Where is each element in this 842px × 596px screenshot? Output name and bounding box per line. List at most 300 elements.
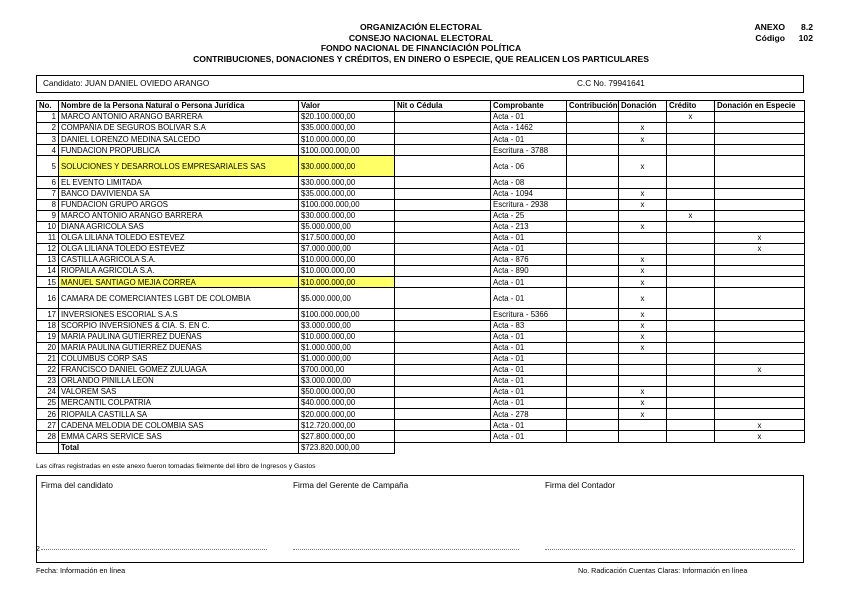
cell-contribucion — [567, 409, 619, 420]
table-row — [37, 353, 805, 364]
cell-name: CADENA MELODIA DE COLOMBIA SAS — [59, 420, 299, 431]
cell-comprobante: Acta - 01 — [491, 112, 567, 123]
cell-name: INVERSIONES ESCORIAL S.A.S — [59, 309, 299, 320]
table-row — [37, 375, 805, 386]
cell-no: 2 — [37, 123, 59, 134]
cell-value: $3.000.000,00 — [299, 375, 395, 386]
cell-donacion: x — [619, 331, 667, 342]
cell-no: 1 — [37, 112, 59, 123]
cell-value: $5.000.000,00 — [299, 221, 395, 232]
cell-nit — [395, 199, 491, 210]
cell-value: $100.000.000,00 — [299, 145, 395, 156]
cell-name: COLUMBUS CORP SAS — [59, 353, 299, 364]
table-row — [37, 232, 805, 243]
cell-value: $30.000.000,00 — [299, 177, 395, 188]
cell-contribucion — [567, 331, 619, 342]
cell-no: 12 — [37, 244, 59, 255]
cell-credito — [667, 320, 715, 331]
cell-name: CAMARA DE COMERCIANTES LGBT DE COLOMBIA — [59, 288, 299, 309]
cell-no: 19 — [37, 331, 59, 342]
cell-no: 27 — [37, 420, 59, 431]
cell-credito — [667, 309, 715, 320]
cell-especie: x — [715, 364, 805, 375]
cell-comprobante: Acta - 08 — [491, 177, 567, 188]
cell-value: $20.100.000,00 — [299, 112, 395, 123]
cell-comprobante: Acta - 890 — [491, 266, 567, 277]
cell-especie — [715, 199, 805, 210]
cell-name: DANIEL LORENZO MEDINA SALCEDO — [59, 134, 299, 145]
cell-value: $7.000.000,00 — [299, 244, 395, 255]
cell-contribucion — [567, 387, 619, 398]
cell-comprobante: Acta - 1462 — [491, 123, 567, 134]
table-row — [37, 123, 805, 134]
col-donacion: Donación — [619, 101, 667, 112]
cell-nit — [395, 123, 491, 134]
cell-credito — [667, 232, 715, 243]
cell-credito — [667, 221, 715, 232]
cell-comprobante: Acta - 01 — [491, 331, 567, 342]
cell-credito — [667, 342, 715, 353]
cell-donacion — [619, 112, 667, 123]
cell-credito — [667, 353, 715, 364]
cell-no: 8 — [37, 199, 59, 210]
cell-especie: x — [715, 244, 805, 255]
cell-comprobante: Acta - 01 — [491, 244, 567, 255]
table-row — [37, 387, 805, 398]
cell-donacion — [619, 244, 667, 255]
table-row — [37, 177, 805, 188]
cell-no: 22 — [37, 364, 59, 375]
cell-nit — [395, 277, 491, 288]
cell-nit — [395, 409, 491, 420]
cell-especie: x — [715, 232, 805, 243]
cell-nit — [395, 232, 491, 243]
cell-donacion — [619, 420, 667, 431]
cell-name: COMPAÑIA DE SEGUROS BOLIVAR S.A — [59, 123, 299, 134]
signature-contador-label: Firma del Contador — [545, 481, 616, 490]
table-row — [37, 342, 805, 353]
cell-comprobante: Acta - 01 — [491, 431, 567, 442]
cell-contribucion — [567, 420, 619, 431]
cell-especie — [715, 331, 805, 342]
cell-especie — [715, 266, 805, 277]
table-row — [37, 288, 805, 309]
cell-name: MERCANTIL COLPATRIA — [59, 398, 299, 409]
header-line-3: FONDO NACIONAL DE FINANCIACIÓN POLÍTICA — [320, 43, 522, 53]
cell-comprobante: Acta - 01 — [491, 288, 567, 309]
cell-value: $5.000.000,00 — [299, 288, 395, 309]
cell-especie — [715, 398, 805, 409]
cell-especie — [715, 309, 805, 320]
cell-name: MARCO ANTONIO ARANGO BARRERA — [59, 112, 299, 123]
cell-comprobante: Acta - 01 — [491, 420, 567, 431]
cell-credito — [667, 188, 715, 199]
cell-especie — [715, 375, 805, 386]
cell-comprobante: Acta - 1094 — [491, 188, 567, 199]
codigo-label: Código — [755, 32, 785, 43]
cell-donacion: x — [619, 123, 667, 134]
cell-credito — [667, 199, 715, 210]
cell-nit — [395, 221, 491, 232]
cell-donacion — [619, 353, 667, 364]
cell-contribucion — [567, 364, 619, 375]
cell-no: 15 — [37, 277, 59, 288]
signature-gerente-label: Firma del Gerente de Campaña — [293, 481, 409, 490]
table-row — [37, 420, 805, 431]
header-line-1: ORGANIZACIÓN ELECTORAL — [359, 22, 483, 32]
table-row — [37, 221, 805, 232]
cell-no: 21 — [37, 353, 59, 364]
cell-especie — [715, 288, 805, 309]
cell-donacion — [619, 364, 667, 375]
cell-credito — [667, 156, 715, 177]
cell-value: $100.000.000,00 — [299, 309, 395, 320]
cell-donacion: x — [619, 188, 667, 199]
header-line-2: CONSEJO NACIONAL ELECTORAL — [348, 32, 494, 43]
ledger-note: Las cifras registradas en este anexo fueron tomadas fielmente del libro de Ingresos y Gastos — [36, 463, 316, 470]
cell-especie — [715, 387, 805, 398]
cell-comprobante: Acta - 01 — [491, 387, 567, 398]
cell-credito: x — [667, 210, 715, 221]
cell-nit — [395, 177, 491, 188]
cell-nit — [395, 320, 491, 331]
total-empty-cell — [567, 442, 619, 453]
cell-name: DIANA AGRICOLA SAS — [59, 221, 299, 232]
candidate-box — [36, 75, 804, 93]
cell-nit — [395, 244, 491, 255]
cell-nit — [395, 309, 491, 320]
cell-especie — [715, 221, 805, 232]
cell-contribucion — [567, 244, 619, 255]
cell-donacion — [619, 232, 667, 243]
signature-candidato-label: Firma del candidato — [41, 481, 113, 490]
cell-especie — [715, 134, 805, 145]
cell-especie — [715, 320, 805, 331]
table-row — [37, 364, 805, 375]
cell-comprobante: Acta - 01 — [491, 364, 567, 375]
cell-comprobante: Acta - 01 — [491, 375, 567, 386]
cell-nit — [395, 353, 491, 364]
cell-no: 20 — [37, 342, 59, 353]
cell-value: $30.000.000,00 — [299, 210, 395, 221]
cell-value: $1.000.000,00 — [299, 353, 395, 364]
cell-contribucion — [567, 112, 619, 123]
cell-comprobante: Escritura - 5366 — [491, 309, 567, 320]
cell-especie — [715, 145, 805, 156]
cell-donacion: x — [619, 309, 667, 320]
cell-credito — [667, 123, 715, 134]
annex-box — [735, 22, 813, 43]
cell-name: MARIA PAULINA GUTIERREZ DUEÑAS — [59, 331, 299, 342]
cell-value: $10.000.000,00 — [299, 266, 395, 277]
col-comprobante: Comprobante — [491, 101, 567, 112]
cell-no: 6 — [37, 177, 59, 188]
cell-credito — [667, 266, 715, 277]
cell-donacion — [619, 177, 667, 188]
table-row — [37, 244, 805, 255]
cell-contribucion — [567, 431, 619, 442]
cell-name: ORLANDO PINILLA LEON — [59, 375, 299, 386]
cell-no: 25 — [37, 398, 59, 409]
table-row — [37, 188, 805, 199]
cell-contribucion — [567, 210, 619, 221]
cell-nit — [395, 342, 491, 353]
signature-tick-mark: 2 — [36, 546, 40, 553]
signature-line-candidato — [41, 549, 267, 550]
cell-credito — [667, 177, 715, 188]
cell-nit — [395, 398, 491, 409]
cell-nit — [395, 210, 491, 221]
cell-donacion — [619, 145, 667, 156]
cell-especie — [715, 177, 805, 188]
cell-no: 26 — [37, 409, 59, 420]
cell-value: $30.000.000,00 — [299, 156, 395, 177]
table-row — [37, 156, 805, 177]
cell-no: 11 — [37, 232, 59, 243]
cell-donacion — [619, 375, 667, 386]
cell-donacion — [619, 210, 667, 221]
cell-contribucion — [567, 156, 619, 177]
table-row — [37, 266, 805, 277]
cell-value: $1.000.000,00 — [299, 342, 395, 353]
cell-contribucion — [567, 398, 619, 409]
cell-especie: x — [715, 431, 805, 442]
cell-name: FUNDACION PROPUBLICA — [59, 145, 299, 156]
cell-nit — [395, 288, 491, 309]
cell-name: MARCO ANTONIO ARANGO BARRERA — [59, 210, 299, 221]
cell-nit — [395, 112, 491, 123]
cell-credito — [667, 431, 715, 442]
cell-name: OLGA LILIANA TOLEDO ESTEVEZ — [59, 232, 299, 243]
cell-donacion — [619, 431, 667, 442]
cell-comprobante: Acta - 83 — [491, 320, 567, 331]
anexo-label: ANEXO — [754, 22, 785, 32]
cell-especie: x — [715, 420, 805, 431]
cell-contribucion — [567, 375, 619, 386]
table-row — [37, 431, 805, 442]
cell-credito — [667, 364, 715, 375]
cell-credito — [667, 420, 715, 431]
cell-comprobante: Acta - 01 — [491, 277, 567, 288]
cell-no: 24 — [37, 387, 59, 398]
header-line-4: CONTRIBUCIONES, DONACIONES Y CRÉDITOS, EN DINERO O ESPECIE, QUE REALICEN LOS PARTICULARES — [193, 53, 649, 64]
cell-no: 17 — [37, 309, 59, 320]
cell-nit — [395, 431, 491, 442]
cell-value: $10.000.000,00 — [299, 331, 395, 342]
cell-name: CASTILLA AGRICOLA S.A. — [59, 255, 299, 266]
cell-credito — [667, 331, 715, 342]
cell-credito — [667, 255, 715, 266]
col-no: No. — [37, 101, 59, 112]
total-label: Total — [59, 442, 299, 453]
total-empty-cell — [715, 442, 805, 453]
total-empty-cell — [395, 442, 491, 453]
cell-value: $35.000.000,00 — [299, 123, 395, 134]
candidate-id: C.C No. 79941641 — [577, 79, 645, 88]
cell-comprobante: Acta - 01 — [491, 398, 567, 409]
cell-contribucion — [567, 123, 619, 134]
cell-credito — [667, 409, 715, 420]
cell-credito — [667, 145, 715, 156]
cell-nit — [395, 331, 491, 342]
total-row — [37, 442, 805, 453]
anexo-value: 8.2 — [801, 22, 813, 32]
cell-nit — [395, 145, 491, 156]
cell-no: 14 — [37, 266, 59, 277]
cell-name: EMMA CARS SERVICE SAS — [59, 431, 299, 442]
cell-contribucion — [567, 177, 619, 188]
cell-contribucion — [567, 309, 619, 320]
col-especie: Donación en Especie — [715, 101, 805, 112]
table-row — [37, 199, 805, 210]
total-empty-cell — [667, 442, 715, 453]
cell-donacion: x — [619, 277, 667, 288]
cell-no: 3 — [37, 134, 59, 145]
cell-especie — [715, 210, 805, 221]
cell-nit — [395, 364, 491, 375]
cell-name: MANUEL SANTIAGO MEJIA CORREA — [59, 277, 299, 288]
table-row — [37, 112, 805, 123]
cell-nit — [395, 266, 491, 277]
cell-credito — [667, 277, 715, 288]
cell-credito — [667, 244, 715, 255]
table-row — [37, 210, 805, 221]
cell-contribucion — [567, 342, 619, 353]
cell-value: $700.000,00 — [299, 364, 395, 375]
table-row — [37, 409, 805, 420]
cell-no: 9 — [37, 210, 59, 221]
cell-name: SOLUCIONES Y DESARROLLOS EMPRESARIALES SAS — [59, 156, 299, 177]
total-no-cell — [37, 442, 59, 453]
cell-value: $10.000.000,00 — [299, 134, 395, 145]
cell-no: 23 — [37, 375, 59, 386]
cell-donacion: x — [619, 199, 667, 210]
cell-name: RIOPAILA CASTILLA SA — [59, 409, 299, 420]
cell-nit — [395, 255, 491, 266]
cell-value: $100.000.000,00 — [299, 199, 395, 210]
cell-contribucion — [567, 134, 619, 145]
cell-name: SCORPIO INVERSIONES & CIA. S. EN C. — [59, 320, 299, 331]
cell-name: BANCO DAVIVIENDA SA — [59, 188, 299, 199]
total-empty-cell — [619, 442, 667, 453]
cell-no: 5 — [37, 156, 59, 177]
codigo-value: 102 — [798, 32, 813, 43]
cell-no: 28 — [37, 431, 59, 442]
candidate-name: Candidato: JUAN DANIEL OVIEDO ARANGO — [43, 79, 210, 88]
cell-nit — [395, 375, 491, 386]
cell-value: $40.000.000,00 — [299, 398, 395, 409]
cell-name: VALOREM SAS — [59, 387, 299, 398]
document-header — [0, 22, 842, 64]
cell-value: $10.000.000,00 — [299, 277, 395, 288]
cell-contribucion — [567, 353, 619, 364]
table-row — [37, 277, 805, 288]
cell-no: 13 — [37, 255, 59, 266]
cell-value: $20.000.000,00 — [299, 409, 395, 420]
table-row — [37, 320, 805, 331]
col-name: Nombre de la Persona Natural o Persona Jurídica — [59, 101, 299, 112]
cell-no: 16 — [37, 288, 59, 309]
cell-credito: x — [667, 112, 715, 123]
cell-name: RIOPAILA AGRICOLA S.A. — [59, 266, 299, 277]
cell-especie — [715, 123, 805, 134]
cell-name: FUNDACION GRUPO ARGOS — [59, 199, 299, 210]
signature-line-contador — [545, 549, 795, 550]
cell-especie — [715, 353, 805, 364]
total-value: $723.820.000,00 — [299, 442, 395, 453]
cell-value: $12.720.000,00 — [299, 420, 395, 431]
cell-comprobante: Acta - 06 — [491, 156, 567, 177]
col-nit: Nit o Cédula — [395, 101, 491, 112]
cell-name: MARIA PAULINA GUTIERREZ DUEÑAS — [59, 342, 299, 353]
cell-comprobante: Acta - 25 — [491, 210, 567, 221]
cell-donacion: x — [619, 221, 667, 232]
col-value: Valor — [299, 101, 395, 112]
cell-donacion: x — [619, 156, 667, 177]
cell-donacion: x — [619, 409, 667, 420]
cell-value: $3.000.000,00 — [299, 320, 395, 331]
cell-donacion: x — [619, 387, 667, 398]
cell-contribucion — [567, 221, 619, 232]
cell-comprobante: Acta - 213 — [491, 221, 567, 232]
cell-nit — [395, 420, 491, 431]
cell-credito — [667, 288, 715, 309]
cell-value: $10.000.000,00 — [299, 255, 395, 266]
cell-donacion: x — [619, 398, 667, 409]
cell-contribucion — [567, 199, 619, 210]
cell-credito — [667, 398, 715, 409]
cell-donacion: x — [619, 266, 667, 277]
cell-especie — [715, 112, 805, 123]
cell-credito — [667, 375, 715, 386]
cell-name: OLGA LILIANA TOLEDO ESTEVEZ — [59, 244, 299, 255]
cell-nit — [395, 134, 491, 145]
cell-comprobante: Acta - 01 — [491, 134, 567, 145]
cell-contribucion — [567, 320, 619, 331]
cell-especie — [715, 255, 805, 266]
cell-comprobante: Escritura - 2938 — [491, 199, 567, 210]
signature-box — [36, 475, 804, 563]
cell-no: 10 — [37, 221, 59, 232]
cell-especie — [715, 156, 805, 177]
cell-donacion: x — [619, 288, 667, 309]
cell-credito — [667, 387, 715, 398]
cell-value: $35.000.000,00 — [299, 188, 395, 199]
table-row — [37, 134, 805, 145]
cell-comprobante: Acta - 876 — [491, 255, 567, 266]
table-header-row — [37, 101, 805, 112]
cell-comprobante: Acta - 01 — [491, 342, 567, 353]
table-body — [37, 112, 805, 442]
cell-contribucion — [567, 288, 619, 309]
col-credito: Crédito — [667, 101, 715, 112]
col-contribucion: Contribución — [567, 101, 619, 112]
cell-donacion: x — [619, 255, 667, 266]
cell-name: FRANCISCO DANIEL GOMEZ ZULUAGA — [59, 364, 299, 375]
cell-contribucion — [567, 277, 619, 288]
cell-name: EL EVENTO LIMITADA — [59, 177, 299, 188]
total-empty-cell — [491, 442, 567, 453]
table-row — [37, 331, 805, 342]
contributions-table — [36, 100, 805, 454]
table-row — [37, 145, 805, 156]
cell-donacion: x — [619, 342, 667, 353]
cell-contribucion — [567, 232, 619, 243]
cell-credito — [667, 134, 715, 145]
cell-comprobante: Escritura - 3788 — [491, 145, 567, 156]
cell-especie — [715, 409, 805, 420]
cell-donacion: x — [619, 320, 667, 331]
